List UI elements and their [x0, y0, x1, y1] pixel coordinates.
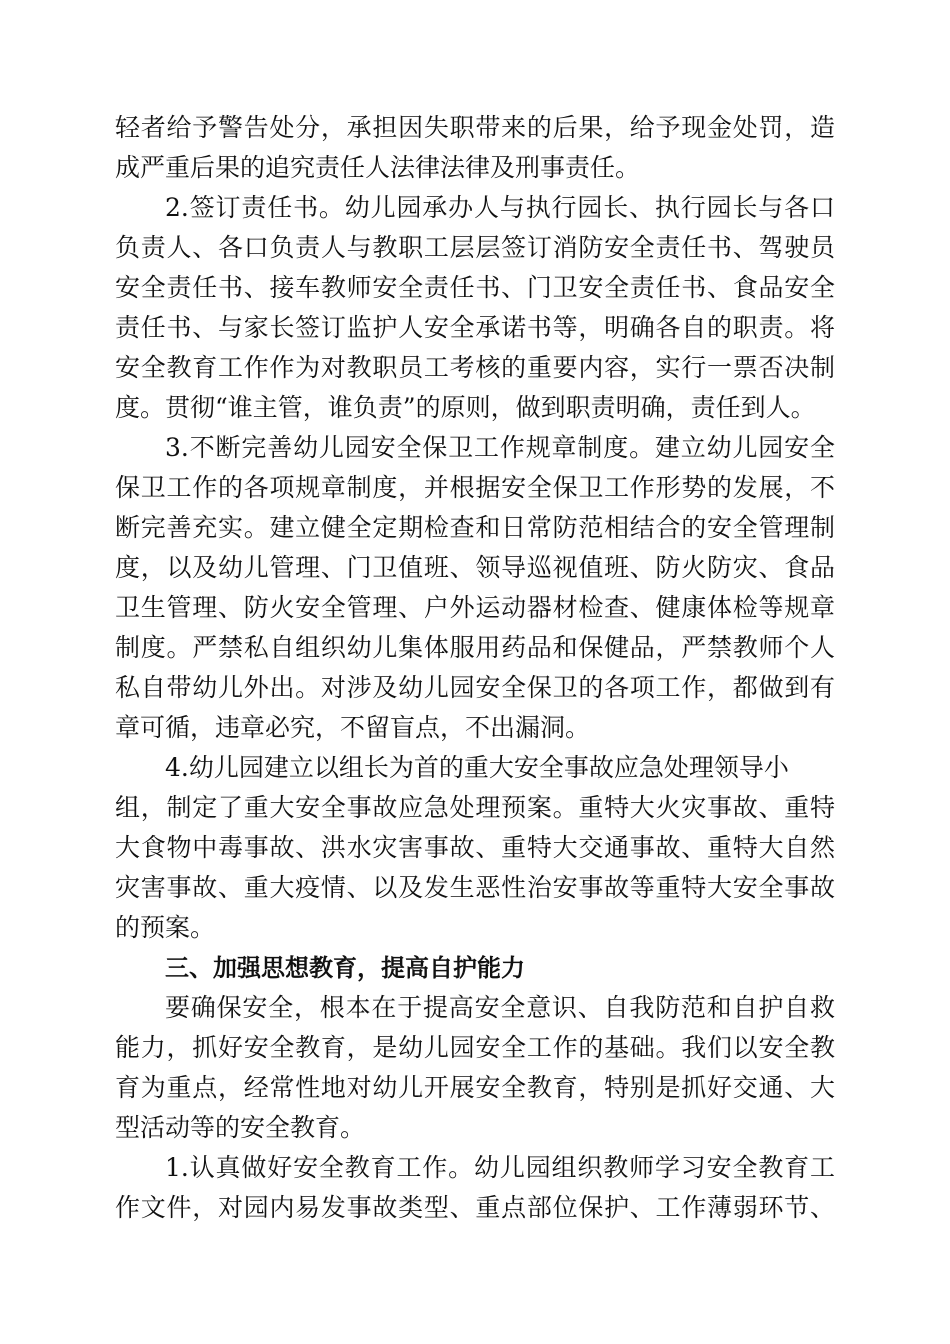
text-line: 的预案。	[115, 913, 216, 942]
text-line: 保卫工作的各项规章制度，并根据安全保卫工作形势的发展，不	[115, 473, 835, 502]
text-line: 成严重后果的追究责任人法律法律及刑事责任。	[115, 153, 641, 182]
paragraph-improve-rules	[115, 428, 835, 748]
document-body	[115, 108, 835, 1228]
text-line: 1.认真做好安全教育工作。幼儿园组织教师学习安全教育工	[165, 1153, 835, 1182]
text-line: 能力，抓好安全教育，是幼儿园安全工作的基础。我们以安全教	[115, 1033, 835, 1062]
text-line: 断完善充实。建立健全定期检查和日常防范相结合的安全管理制	[115, 513, 835, 542]
text-line: 要确保安全，根本在于提高安全意识、自我防范和自护自救	[165, 993, 835, 1022]
text-line: 度。贯彻“谁主管，谁负责”的原则，做到职责明确，责任到人。	[115, 393, 816, 422]
text-line: 组，制定了重大安全事故应急处理预案。重特大火灾事故、重特	[115, 793, 835, 822]
text-line: 制度。严禁私自组织幼儿集体服用药品和保健品，严禁教师个人	[115, 633, 835, 662]
text-line: 作文件，对园内易发事故类型、重点部位保护、工作薄弱环节、	[115, 1193, 835, 1222]
paragraph-sign-responsibility	[115, 188, 835, 428]
text-line: 4.幼儿园建立以组长为首的重大安全事故应急处理领导小	[165, 753, 789, 782]
text-line: 责任书、与家长签订监护人安全承诺书等，明确各自的职责。将	[115, 313, 835, 342]
text-line: 安全责任书、接车教师安全责任书、门卫安全责任书、食品安全	[115, 273, 835, 302]
text-line: 卫生管理、防火安全管理、户外运动器材检查、健康体检等规章	[115, 593, 835, 622]
text-line: 负责人、各口负责人与教职工层层签订消防安全责任书、驾驶员	[115, 233, 835, 262]
text-line: 章可循，违章必究，不留盲点，不出漏洞。	[115, 713, 591, 742]
paragraph-penalty-continuation	[115, 108, 835, 188]
text-line: 2.签订责任书。幼儿园承办人与执行园长、执行园长与各口	[165, 193, 835, 222]
text-line: 型活动等的安全教育。	[115, 1113, 366, 1142]
paragraph-emergency-group	[115, 748, 835, 948]
text-line: 大食物中毒事故、洪水灾害事故、重特大交通事故、重特大自然	[115, 833, 835, 862]
text-line: 育为重点，经常性地对幼儿开展安全教育，特别是抓好交通、大	[115, 1073, 835, 1102]
text-line: 灾害事故、重大疫情、以及发生恶性治安事故等重特大安全事故	[115, 873, 835, 902]
paragraph-safety-education	[115, 1148, 835, 1228]
text-line: 3.不断完善幼儿园安全保卫工作规章制度。建立幼儿园安全	[165, 433, 835, 462]
text-line: 轻者给予警告处分，承担因失职带来的后果，给予现金处罚，造	[115, 113, 835, 142]
text-line: 度，以及幼儿管理、门卫值班、领导巡视值班、防火防灾、食品	[115, 553, 835, 582]
section-heading: 三、加强思想教育，提高自护能力	[165, 954, 525, 982]
text-line: 私自带幼儿外出。对涉及幼儿园安全保卫的各项工作，都做到有	[115, 673, 835, 702]
text-line: 安全教育工作作为对教职员工考核的重要内容，实行一票否决制	[115, 353, 835, 382]
paragraph-safety-awareness	[115, 988, 835, 1148]
